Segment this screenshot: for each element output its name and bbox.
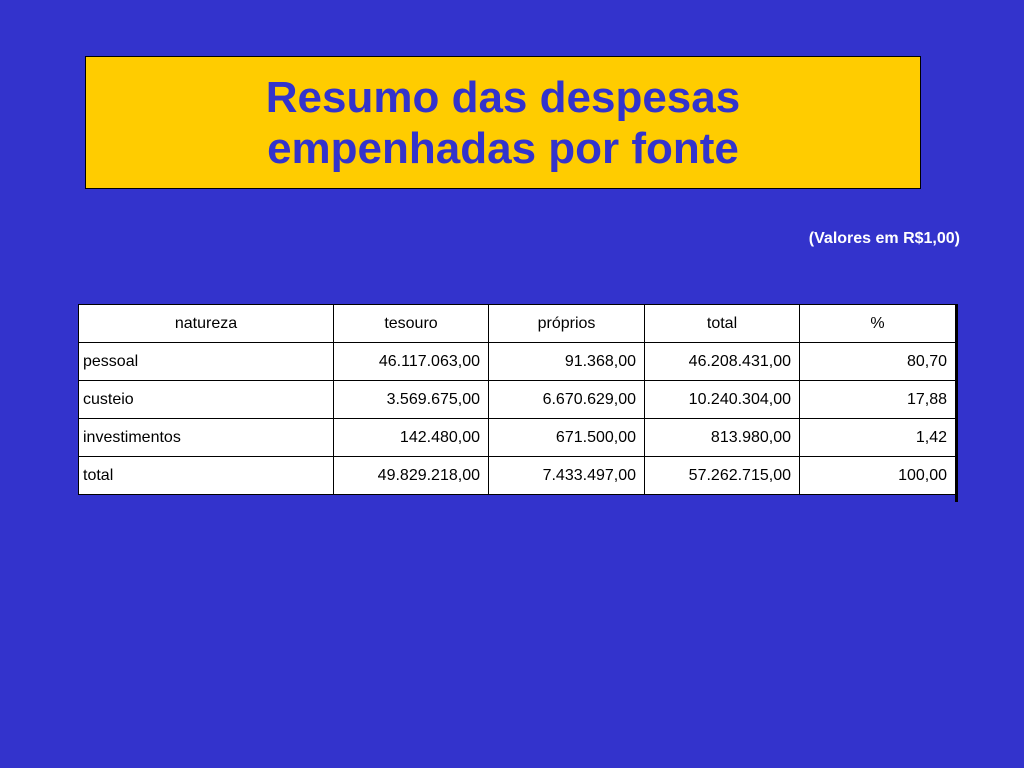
cell-proprios: 91.368,00 xyxy=(489,343,645,381)
expenses-table xyxy=(78,304,956,495)
cell-percent: 80,70 xyxy=(800,343,956,381)
cell-tesouro: 3.569.675,00 xyxy=(334,381,489,419)
cell-total: 10.240.304,00 xyxy=(645,381,800,419)
slide-title xyxy=(266,72,740,174)
table-header-row xyxy=(79,305,956,343)
cell-percent: 100,00 xyxy=(800,457,956,495)
slide-title-line-2: empenhadas por fonte xyxy=(267,123,739,173)
header-total: total xyxy=(645,305,800,343)
table-row xyxy=(79,419,956,457)
cell-total: 46.208.431,00 xyxy=(645,343,800,381)
table-row xyxy=(79,381,956,419)
cell-proprios: 7.433.497,00 xyxy=(489,457,645,495)
cell-natureza: investimentos xyxy=(79,419,334,457)
cell-proprios: 671.500,00 xyxy=(489,419,645,457)
values-note: (Valores em R$1,00) xyxy=(808,230,960,247)
cell-tesouro: 142.480,00 xyxy=(334,419,489,457)
cell-tesouro: 49.829.218,00 xyxy=(334,457,489,495)
header-natureza: natureza xyxy=(79,305,334,343)
header-proprios: próprios xyxy=(489,305,645,343)
expenses-table-container xyxy=(78,304,956,495)
cell-natureza: custeio xyxy=(79,381,334,419)
cell-proprios: 6.670.629,00 xyxy=(489,381,645,419)
header-tesouro: tesouro xyxy=(334,305,489,343)
cell-natureza: pessoal xyxy=(79,343,334,381)
cell-total: 57.262.715,00 xyxy=(645,457,800,495)
cell-natureza: total xyxy=(79,457,334,495)
cell-tesouro: 46.117.063,00 xyxy=(334,343,489,381)
slide-title-line-1: Resumo das despesas xyxy=(265,72,741,122)
table-row xyxy=(79,343,956,381)
title-box xyxy=(85,56,921,189)
header-percent: % xyxy=(800,305,956,343)
cell-percent: 1,42 xyxy=(800,419,956,457)
table-row-total xyxy=(79,457,956,495)
table-edge-shadow xyxy=(955,304,958,502)
cell-percent: 17,88 xyxy=(800,381,956,419)
cell-total: 813.980,00 xyxy=(645,419,800,457)
